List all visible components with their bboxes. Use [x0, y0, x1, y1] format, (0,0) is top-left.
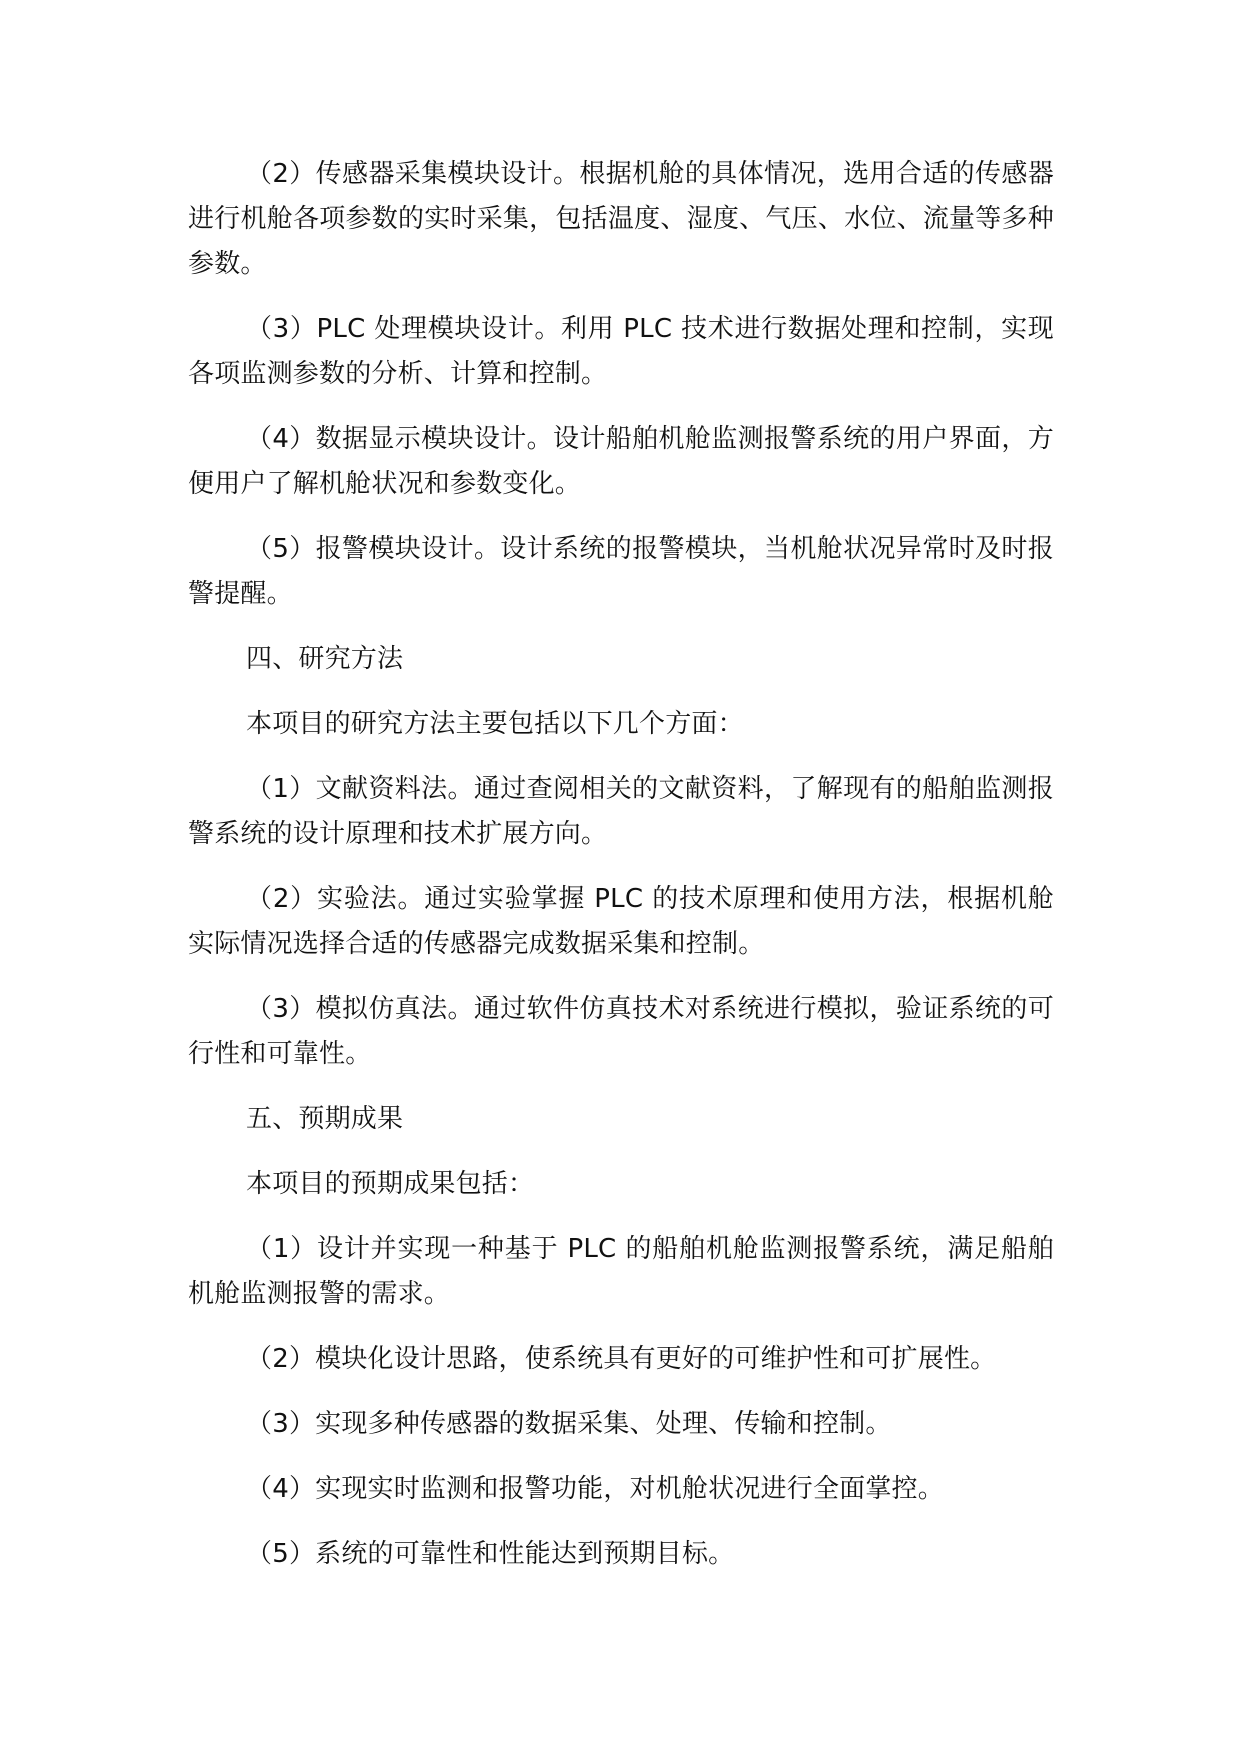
document-body [188, 152, 1054, 1597]
paragraph-result-modular: （2）模块化设计思路，使系统具有更好的可维护性和可扩展性。 [246, 1344, 997, 1374]
section-heading-research-methods: 四、研究方法 [246, 644, 404, 674]
paragraph-literature-method: （1）文献资料法。通过查阅相关的文献资料，了解现有的船舶监测报警系统的设计原理和技术扩展方向。 [188, 774, 1054, 849]
paragraph-results-intro: 本项目的预期成果包括： [246, 1169, 535, 1199]
paragraph-simulation-method: （3）模拟仿真法。通过软件仿真技术对系统进行模拟，验证系统的可行性和可靠性。 [188, 994, 1054, 1069]
section-heading-expected-results: 五、预期成果 [246, 1104, 404, 1134]
paragraph-experiment-method: （2）实验法。通过实验掌握 PLC 的技术原理和使用方法，根据机舱实际情况选择合适的传感器完成数据采集和控制。 [188, 884, 1054, 959]
paragraph-display-module: （4）数据显示模块设计。设计船舶机舱监测报警系统的用户界面，方便用户了解机舱状况和参数变化。 [188, 424, 1054, 499]
paragraph-alarm-module: （5）报警模块设计。设计系统的报警模块，当机舱状况异常时及时报警提醒。 [188, 534, 1054, 609]
paragraph-result-sensors: （3）实现多种传感器的数据采集、处理、传输和控制。 [246, 1409, 892, 1439]
paragraph-result-monitoring: （4）实现实时监测和报警功能，对机舱状况进行全面掌控。 [246, 1474, 944, 1504]
paragraph-plc-module: （3）PLC 处理模块设计。利用 PLC 技术进行数据处理和控制，实现各项监测参数的分析、计算和控制。 [188, 314, 1054, 389]
paragraph-result-system: （1）设计并实现一种基于 PLC 的船舶机舱监测报警系统，满足船舶机舱监测报警的需求。 [188, 1234, 1054, 1309]
paragraph-result-reliability: （5）系统的可靠性和性能达到预期目标。 [246, 1539, 735, 1569]
paragraph-methods-intro: 本项目的研究方法主要包括以下几个方面： [246, 709, 744, 739]
paragraph-sensor-module: （2）传感器采集模块设计。根据机舱的具体情况，选用合适的传感器进行机舱各项参数的实时采集，包括温度、湿度、气压、水位、流量等多种参数。 [188, 159, 1054, 279]
